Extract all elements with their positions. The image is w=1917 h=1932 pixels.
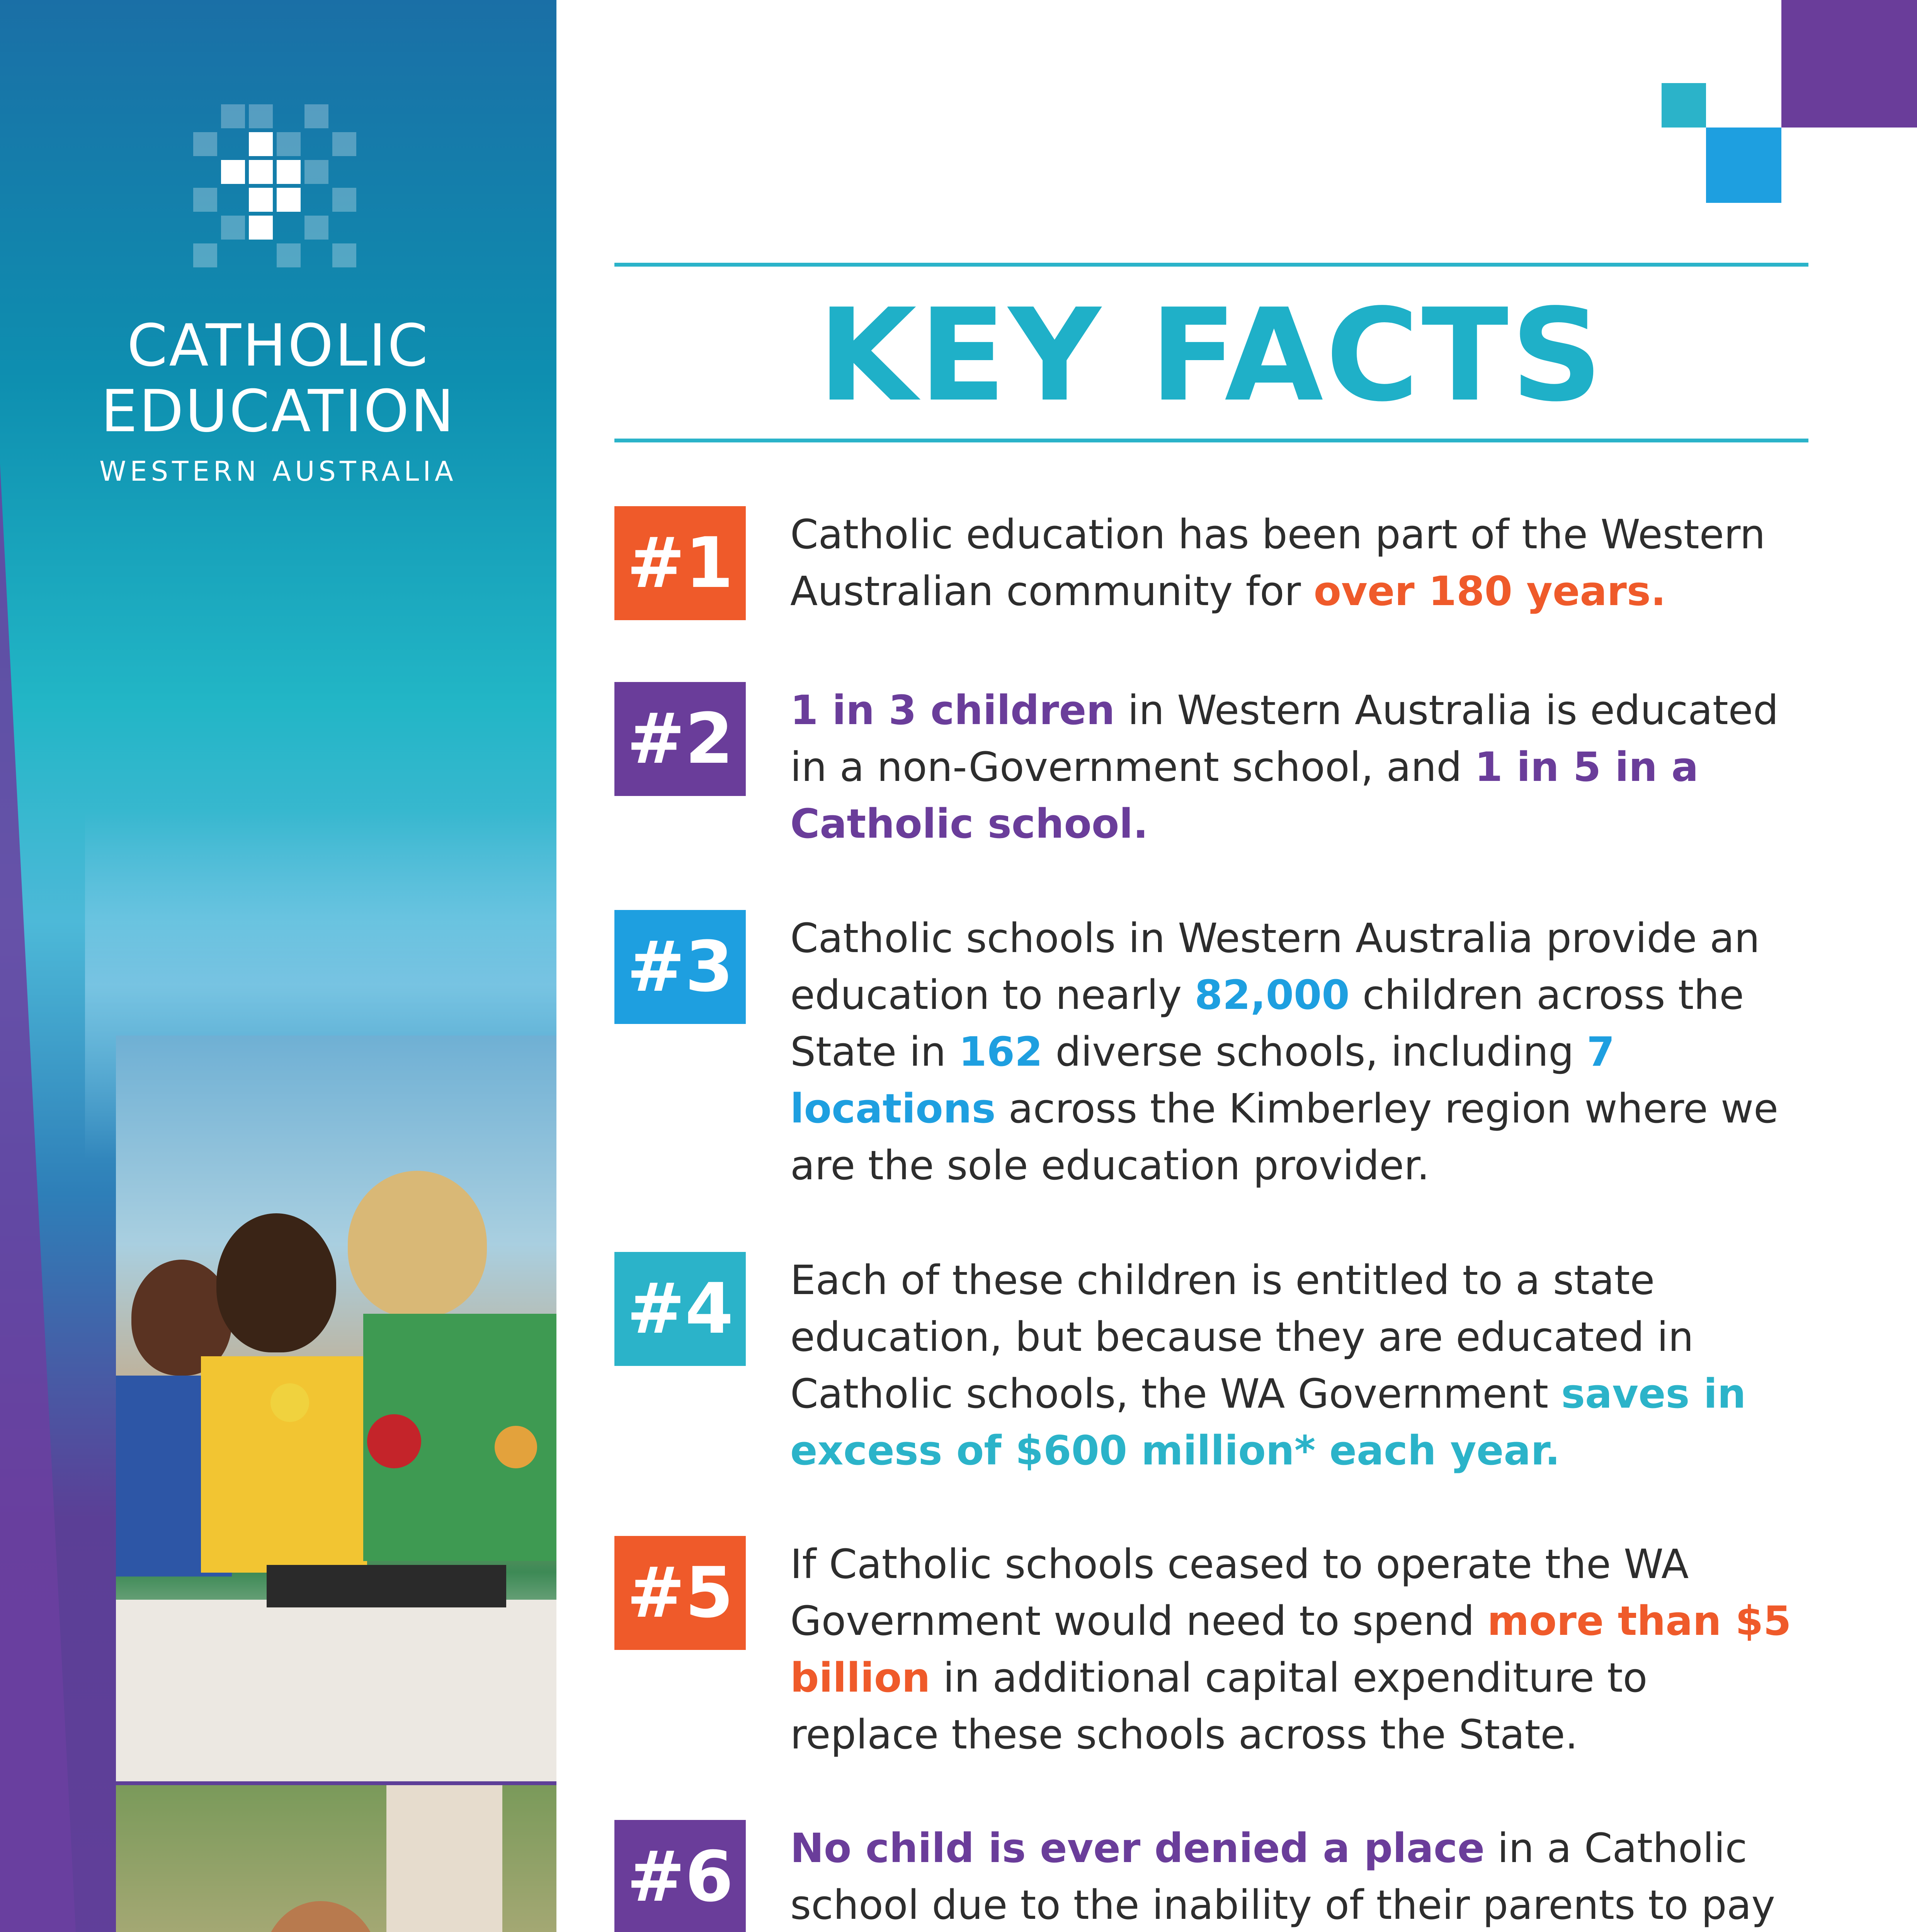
logo-mosaic-square — [304, 160, 328, 184]
logo-mosaic-square — [249, 104, 273, 128]
logo-mosaic-square — [304, 104, 328, 128]
fact-text-segment: children across the State in — [790, 971, 1744, 1075]
fact-highlight: 162 — [959, 1028, 1043, 1075]
logo-mosaic-square — [249, 216, 273, 240]
title-rule-bottom — [614, 439, 1808, 442]
logo-mosaic-square — [249, 132, 273, 156]
catholic-education-logo — [77, 93, 479, 518]
fact-number-badge: #4 — [614, 1252, 746, 1366]
fact-text-segment: Each of these children is entitled to a state education, but because they are educated in Catholic schools, the WA Government — [790, 1257, 1694, 1417]
logo-mosaic-square — [277, 160, 301, 184]
fact-text — [790, 1536, 1808, 1763]
logo-mosaic-square — [277, 243, 301, 267]
logo-mosaic-square — [332, 132, 356, 156]
fact-highlight: more than $5 billion — [790, 1597, 1791, 1701]
classroom-photo — [116, 1036, 556, 1781]
classroom-desk — [116, 1600, 556, 1781]
logo-mosaic-square — [249, 160, 273, 184]
logo-line-western-australia: WESTERN AUSTRALIA — [99, 456, 457, 487]
fact-text-segment: in Western Australia is educated in a non-Government school, and — [790, 687, 1779, 791]
fact-text — [790, 910, 1808, 1194]
logo-mosaic-square — [193, 188, 217, 212]
logo-mosaic-square — [221, 160, 245, 184]
solar-system-model-base — [267, 1565, 506, 1607]
fact-text-segment: Catholic schools in Western Australia provide an education to nearly — [790, 915, 1760, 1019]
planet-model-ball — [270, 1383, 309, 1422]
fact-highlight: 1 in 5 in a Catholic school. — [790, 743, 1699, 847]
logo-mosaic-square — [193, 132, 217, 156]
logo-mosaic-square — [332, 243, 356, 267]
fact-highlight: 1 in 3 children — [790, 687, 1115, 734]
logo-mosaic-square — [277, 132, 301, 156]
planet-model-ball — [495, 1426, 537, 1468]
fact-text-segment: across the Kimberley region where we are the sole education provider. — [790, 1085, 1779, 1189]
fact-number-badge: #5 — [614, 1536, 746, 1650]
tree-trunk — [386, 1785, 502, 1932]
fact-text-segment: Catholic education has been part of the Western Australian community for — [790, 511, 1766, 615]
cross-mosaic-icon — [193, 104, 363, 282]
fact-text — [790, 682, 1808, 852]
decorative-purple-square — [1781, 0, 1917, 128]
fact-number-badge: #2 — [614, 682, 746, 796]
fact-text-segment: diverse schools, including — [1043, 1028, 1587, 1075]
fact-text — [790, 506, 1808, 620]
fact-number-badge: #6 — [614, 1820, 746, 1932]
boy-head — [263, 1901, 379, 1932]
fact-text-segment: in a Catholic school due to the inability of their parents to pay — [790, 1825, 1775, 1929]
planet-model-ball — [367, 1414, 421, 1468]
logo-mosaic-square — [332, 188, 356, 212]
page-title: KEY FACTS — [818, 281, 1605, 430]
side-banner — [0, 0, 556, 1932]
fact-highlight: 7 locations — [790, 1028, 1615, 1132]
logo-mosaic-square — [221, 104, 245, 128]
logo-mosaic-square — [277, 188, 301, 212]
decorative-teal-square — [1662, 83, 1706, 128]
logo-mosaic-square — [221, 216, 245, 240]
fact-highlight: saves in excess of $600 million* each year. — [790, 1370, 1746, 1474]
fact-text — [790, 1252, 1808, 1479]
fact-number-badge: #1 — [614, 506, 746, 620]
fact-highlight: 82,000 — [1194, 971, 1350, 1019]
logo-line-catholic: CATHOLIC — [127, 312, 430, 379]
fact-text-segment: in additional capital expenditure to replace these schools across the State. — [790, 1654, 1648, 1758]
title-rule-top — [614, 263, 1808, 267]
fact-highlight: No child is ever denied a place — [790, 1825, 1485, 1872]
fact-number-badge: #3 — [614, 910, 746, 1024]
boy-in-tree-photo — [116, 1785, 556, 1932]
logo-mosaic-square — [193, 243, 217, 267]
fact-highlight: over 180 years. — [1313, 568, 1666, 615]
student-head — [348, 1171, 487, 1318]
fact-text-segment: If Catholic schools ceased to operate the WA Government would need to spend — [790, 1541, 1689, 1645]
student-head — [216, 1213, 336, 1352]
fact-text — [790, 1820, 1808, 1932]
decorative-blue-square — [1706, 128, 1781, 203]
logo-line-education: EDUCATION — [101, 378, 456, 445]
logo-mosaic-square — [249, 188, 273, 212]
logo-mosaic-square — [304, 216, 328, 240]
